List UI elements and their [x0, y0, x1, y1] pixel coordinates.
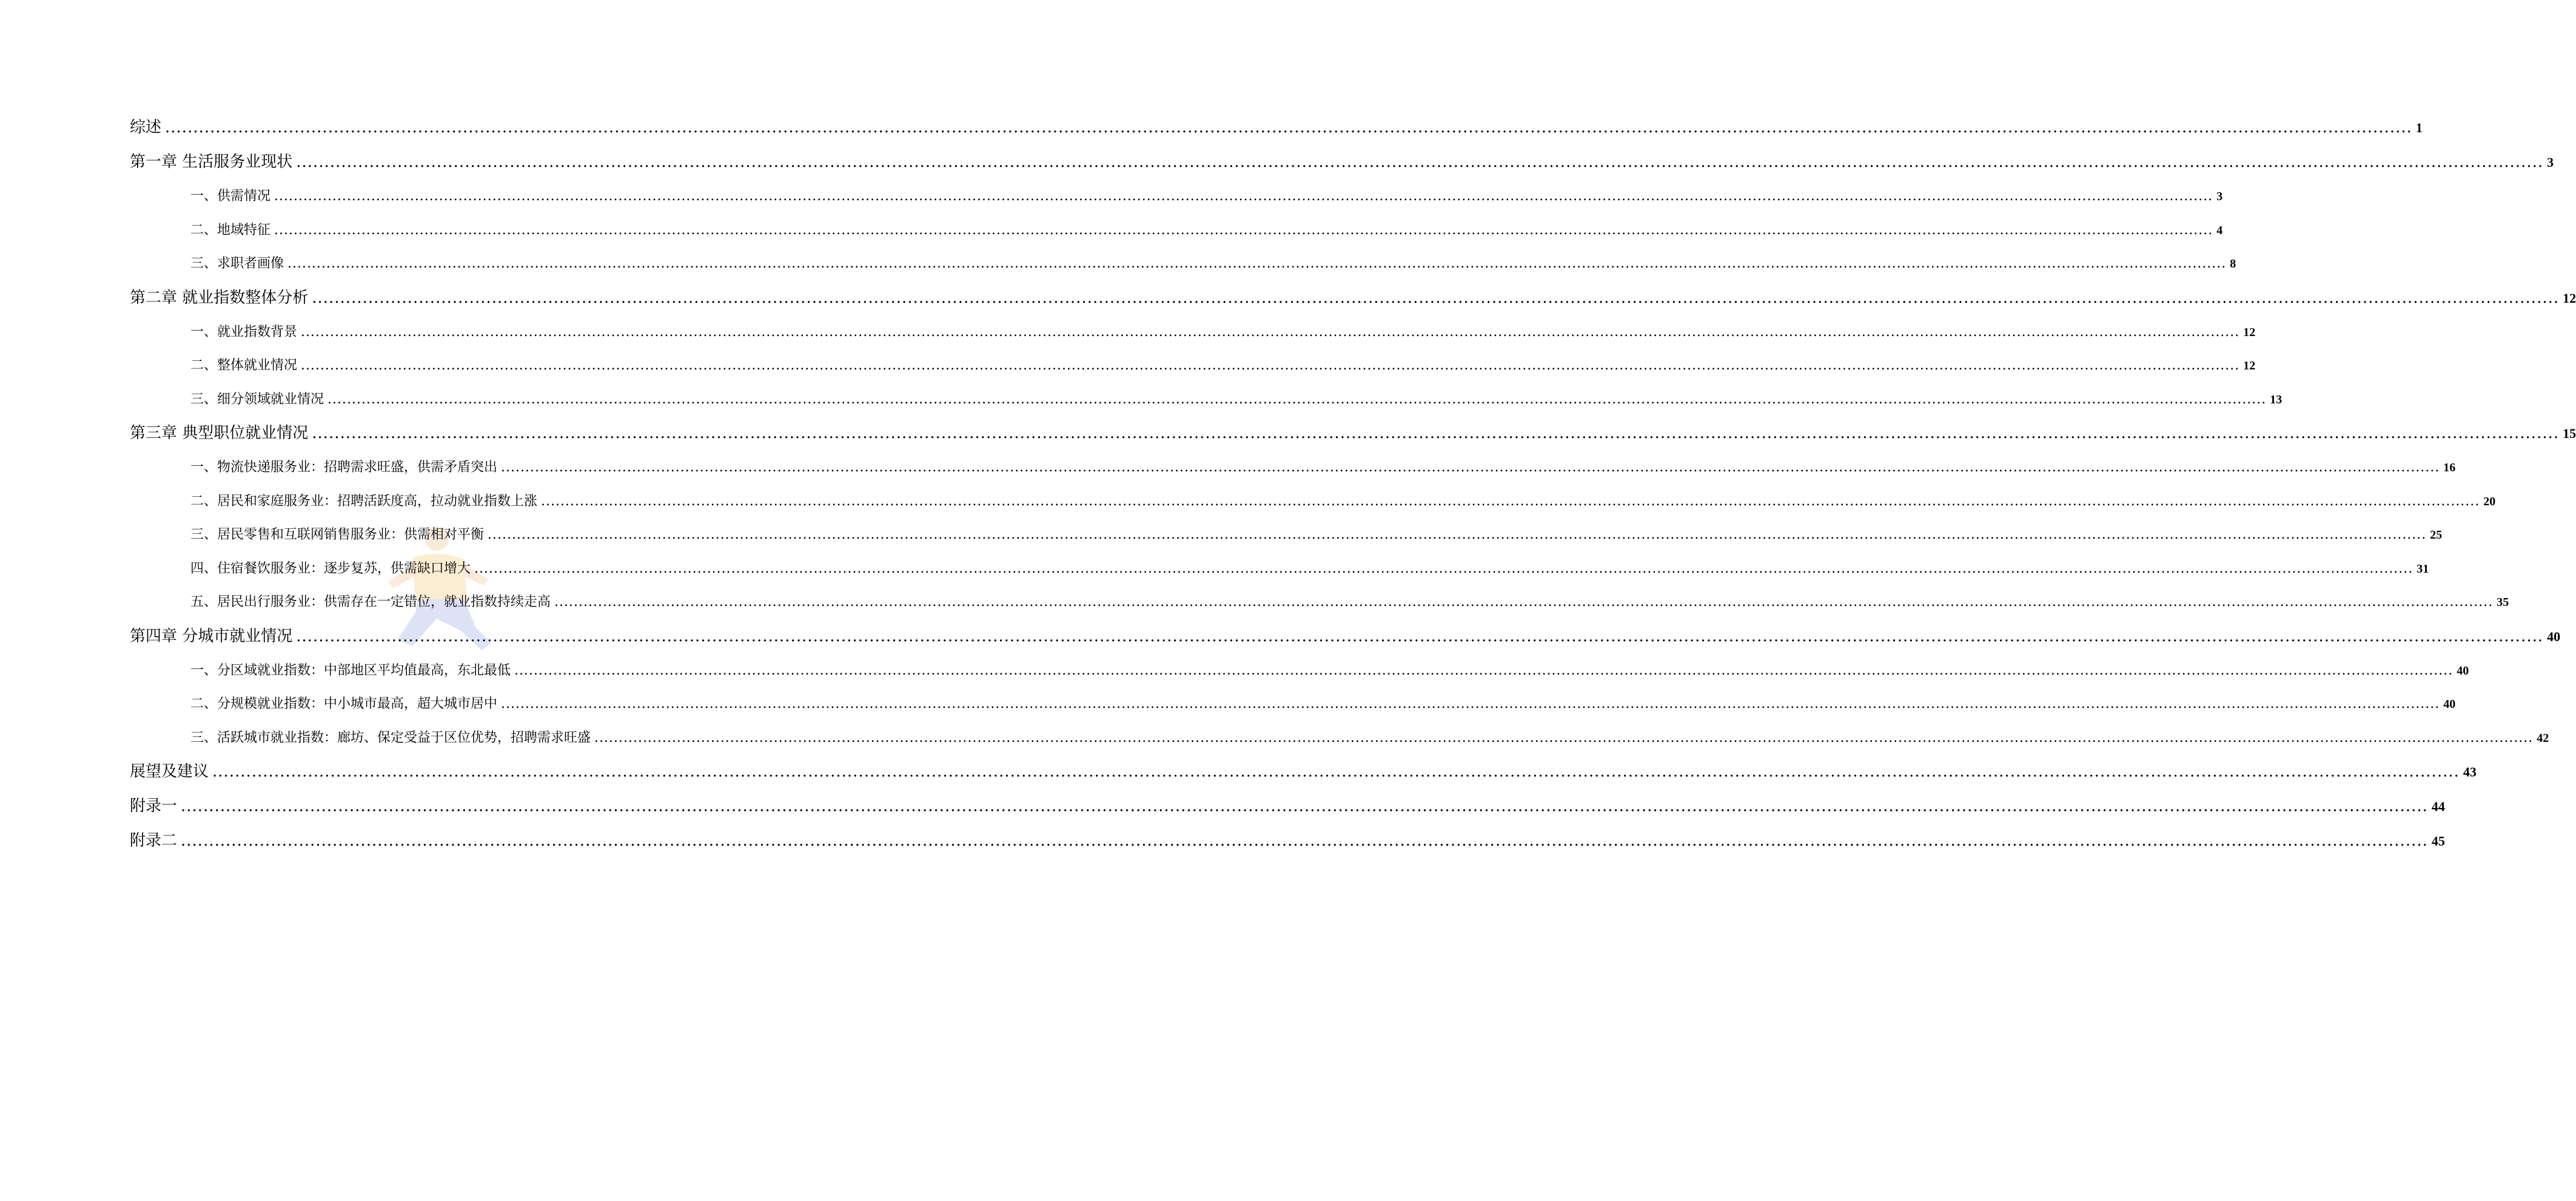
toc-dot-leader: ................................................................................................................................................................................................................................................................................................................................................................................................................ [165, 118, 2412, 136]
toc-dot-leader: ................................................................................................................................................................................................................................................................................................................................................................................................................ [181, 797, 2428, 815]
toc-page-number: 44 [2431, 799, 2445, 814]
toc-page-number: 13 [2270, 392, 2283, 406]
toc-dot-leader: ................................................................................................................................................................................................................................................................................................................................................................................................................ [554, 594, 2494, 610]
toc-entry-title: 二、整体就业情况 [190, 358, 298, 373]
toc-dot-leader: ................................................................................................................................................................................................................................................................................................................................................................................................................ [514, 662, 2454, 678]
toc-page-number: 25 [2430, 528, 2443, 542]
toc-entry-title: 第二章 就业指数整体分析 [130, 288, 309, 307]
toc-page-number: 3 [2547, 155, 2554, 170]
toc-dot-leader: ................................................................................................................................................................................................................................................................................................................................................................................................................ [301, 324, 2240, 340]
toc-chapter-entry[interactable] [130, 824, 2445, 858]
toc-dot-leader: ................................................................................................................................................................................................................................................................................................................................................................................................................ [296, 627, 2544, 645]
toc-section-entry[interactable] [130, 552, 2429, 586]
toc-page-number: 12 [2563, 290, 2576, 306]
toc-page-number: 40 [2547, 628, 2561, 644]
toc-section-entry[interactable] [130, 654, 2469, 688]
toc-entry-title: 三、居民零售和互联网销售服务业：供需相对平衡 [190, 527, 485, 542]
toc-entry-title: 展望及建议 [130, 762, 209, 781]
toc-dot-leader: ................................................................................................................................................................................................................................................................................................................................................................................................................ [501, 696, 2440, 712]
toc-dot-leader: ................................................................................................................................................................................................................................................................................................................................................................................................................ [541, 493, 2480, 509]
toc-chapter-entry[interactable] [130, 110, 2423, 145]
table-of-contents [130, 110, 2576, 858]
toc-page-number: 12 [2243, 325, 2256, 339]
toc-entry-title: 附录二 [130, 832, 178, 850]
toc-entry-title: 一、供需情况 [190, 189, 271, 204]
toc-section-entry[interactable] [130, 485, 2496, 519]
toc-page-number: 3 [2216, 190, 2223, 203]
toc-chapter-entry[interactable] [130, 416, 2576, 451]
toc-section-entry[interactable] [130, 383, 2283, 417]
toc-page-number: 8 [2230, 257, 2236, 271]
toc-page-number: 42 [2537, 731, 2549, 745]
toc-page-number: 40 [2457, 664, 2469, 678]
toc-dot-leader: ................................................................................................................................................................................................................................................................................................................................................................................................................ [312, 424, 2560, 442]
toc-entry-title: 四、住宿餐饮服务业：逐步复苏，供需缺口增大 [190, 560, 471, 576]
toc-page-number: 31 [2417, 562, 2429, 576]
toc-page-number: 1 [2415, 120, 2423, 135]
toc-entry-title: 三、细分领域就业情况 [190, 391, 324, 407]
toc-page-number: 40 [2443, 698, 2456, 711]
toc-entry-title: 综述 [130, 118, 162, 136]
toc-dot-leader: ................................................................................................................................................................................................................................................................................................................................................................................................................ [594, 730, 2534, 745]
toc-entry-title: 二、地域特征 [190, 222, 271, 238]
toc-section-entry[interactable] [130, 180, 2223, 214]
toc-section-entry[interactable] [130, 349, 2256, 383]
toc-dot-leader: ................................................................................................................................................................................................................................................................................................................................................................................................................ [501, 460, 2440, 475]
toc-page-number: 45 [2431, 833, 2445, 849]
toc-entry-title: 五、居民出行服务业：供需存在一定错位，就业指数持续走高 [190, 594, 551, 610]
toc-entry-title: 附录一 [130, 797, 178, 815]
toc-chapter-entry[interactable] [130, 619, 2561, 654]
toc-entry-title: 一、物流快递服务业：招聘需求旺盛，供需矛盾突出 [190, 460, 498, 475]
toc-chapter-entry[interactable] [130, 281, 2576, 315]
toc-page-number: 12 [2243, 359, 2256, 372]
toc-section-entry[interactable] [130, 214, 2223, 247]
toc-chapter-entry[interactable] [130, 789, 2445, 824]
toc-entry-title: 三、活跃城市就业指数：廊坊、保定受益于区位优势，招聘需求旺盛 [190, 730, 591, 745]
toc-entry-title: 一、分区域就业指数：中部地区平均值最高，东北最低 [190, 662, 511, 678]
toc-entry-title: 第三章 典型职位就业情况 [130, 424, 309, 442]
toc-entry-title: 二、分规模就业指数：中小城市最高，超大城市居中 [190, 696, 498, 712]
toc-entry-title: 第一章 生活服务业现状 [130, 153, 293, 171]
toc-entry-title: 二、居民和家庭服务业：招聘活跃度高，拉动就业指数上涨 [190, 493, 538, 509]
toc-section-entry[interactable] [130, 315, 2256, 349]
toc-dot-leader: ................................................................................................................................................................................................................................................................................................................................................................................................................ [274, 189, 2213, 204]
toc-dot-leader: ................................................................................................................................................................................................................................................................................................................................................................................................................ [274, 222, 2213, 238]
toc-section-entry[interactable] [130, 687, 2456, 721]
toc-chapter-entry[interactable] [130, 755, 2477, 789]
toc-dot-leader: ................................................................................................................................................................................................................................................................................................................................................................................................................ [181, 832, 2428, 850]
toc-page-number: 4 [2216, 223, 2223, 237]
toc-dot-leader: ................................................................................................................................................................................................................................................................................................................................................................................................................ [474, 560, 2413, 576]
toc-page-number: 15 [2563, 426, 2576, 441]
toc-dot-leader: ................................................................................................................................................................................................................................................................................................................................................................................................................ [301, 358, 2240, 373]
toc-chapter-entry[interactable] [130, 145, 2554, 180]
toc-dot-leader: ................................................................................................................................................................................................................................................................................................................................................................................................................ [327, 391, 2267, 407]
toc-page-number: 16 [2443, 461, 2456, 474]
toc-section-entry[interactable] [130, 518, 2443, 552]
toc-section-entry[interactable] [130, 721, 2549, 755]
toc-dot-leader: ................................................................................................................................................................................................................................................................................................................................................................................................................ [287, 256, 2227, 271]
toc-section-entry[interactable] [130, 247, 2236, 281]
toc-entry-title: 一、就业指数背景 [190, 324, 298, 340]
toc-page-number: 43 [2463, 764, 2477, 779]
toc-entry-title: 第四章 分城市就业情况 [130, 627, 293, 645]
toc-page-number: 20 [2483, 494, 2496, 508]
toc-page-number: 35 [2497, 596, 2509, 609]
toc-section-entry[interactable] [130, 451, 2456, 485]
toc-dot-leader: ................................................................................................................................................................................................................................................................................................................................................................................................................ [488, 527, 2427, 542]
toc-dot-leader: ................................................................................................................................................................................................................................................................................................................................................................................................................ [312, 288, 2560, 307]
toc-entry-title: 三、求职者画像 [190, 256, 284, 271]
toc-section-entry[interactable] [130, 585, 2509, 619]
toc-dot-leader: ................................................................................................................................................................................................................................................................................................................................................................................................................ [212, 762, 2460, 781]
toc-dot-leader: ................................................................................................................................................................................................................................................................................................................................................................................................................ [296, 153, 2544, 171]
